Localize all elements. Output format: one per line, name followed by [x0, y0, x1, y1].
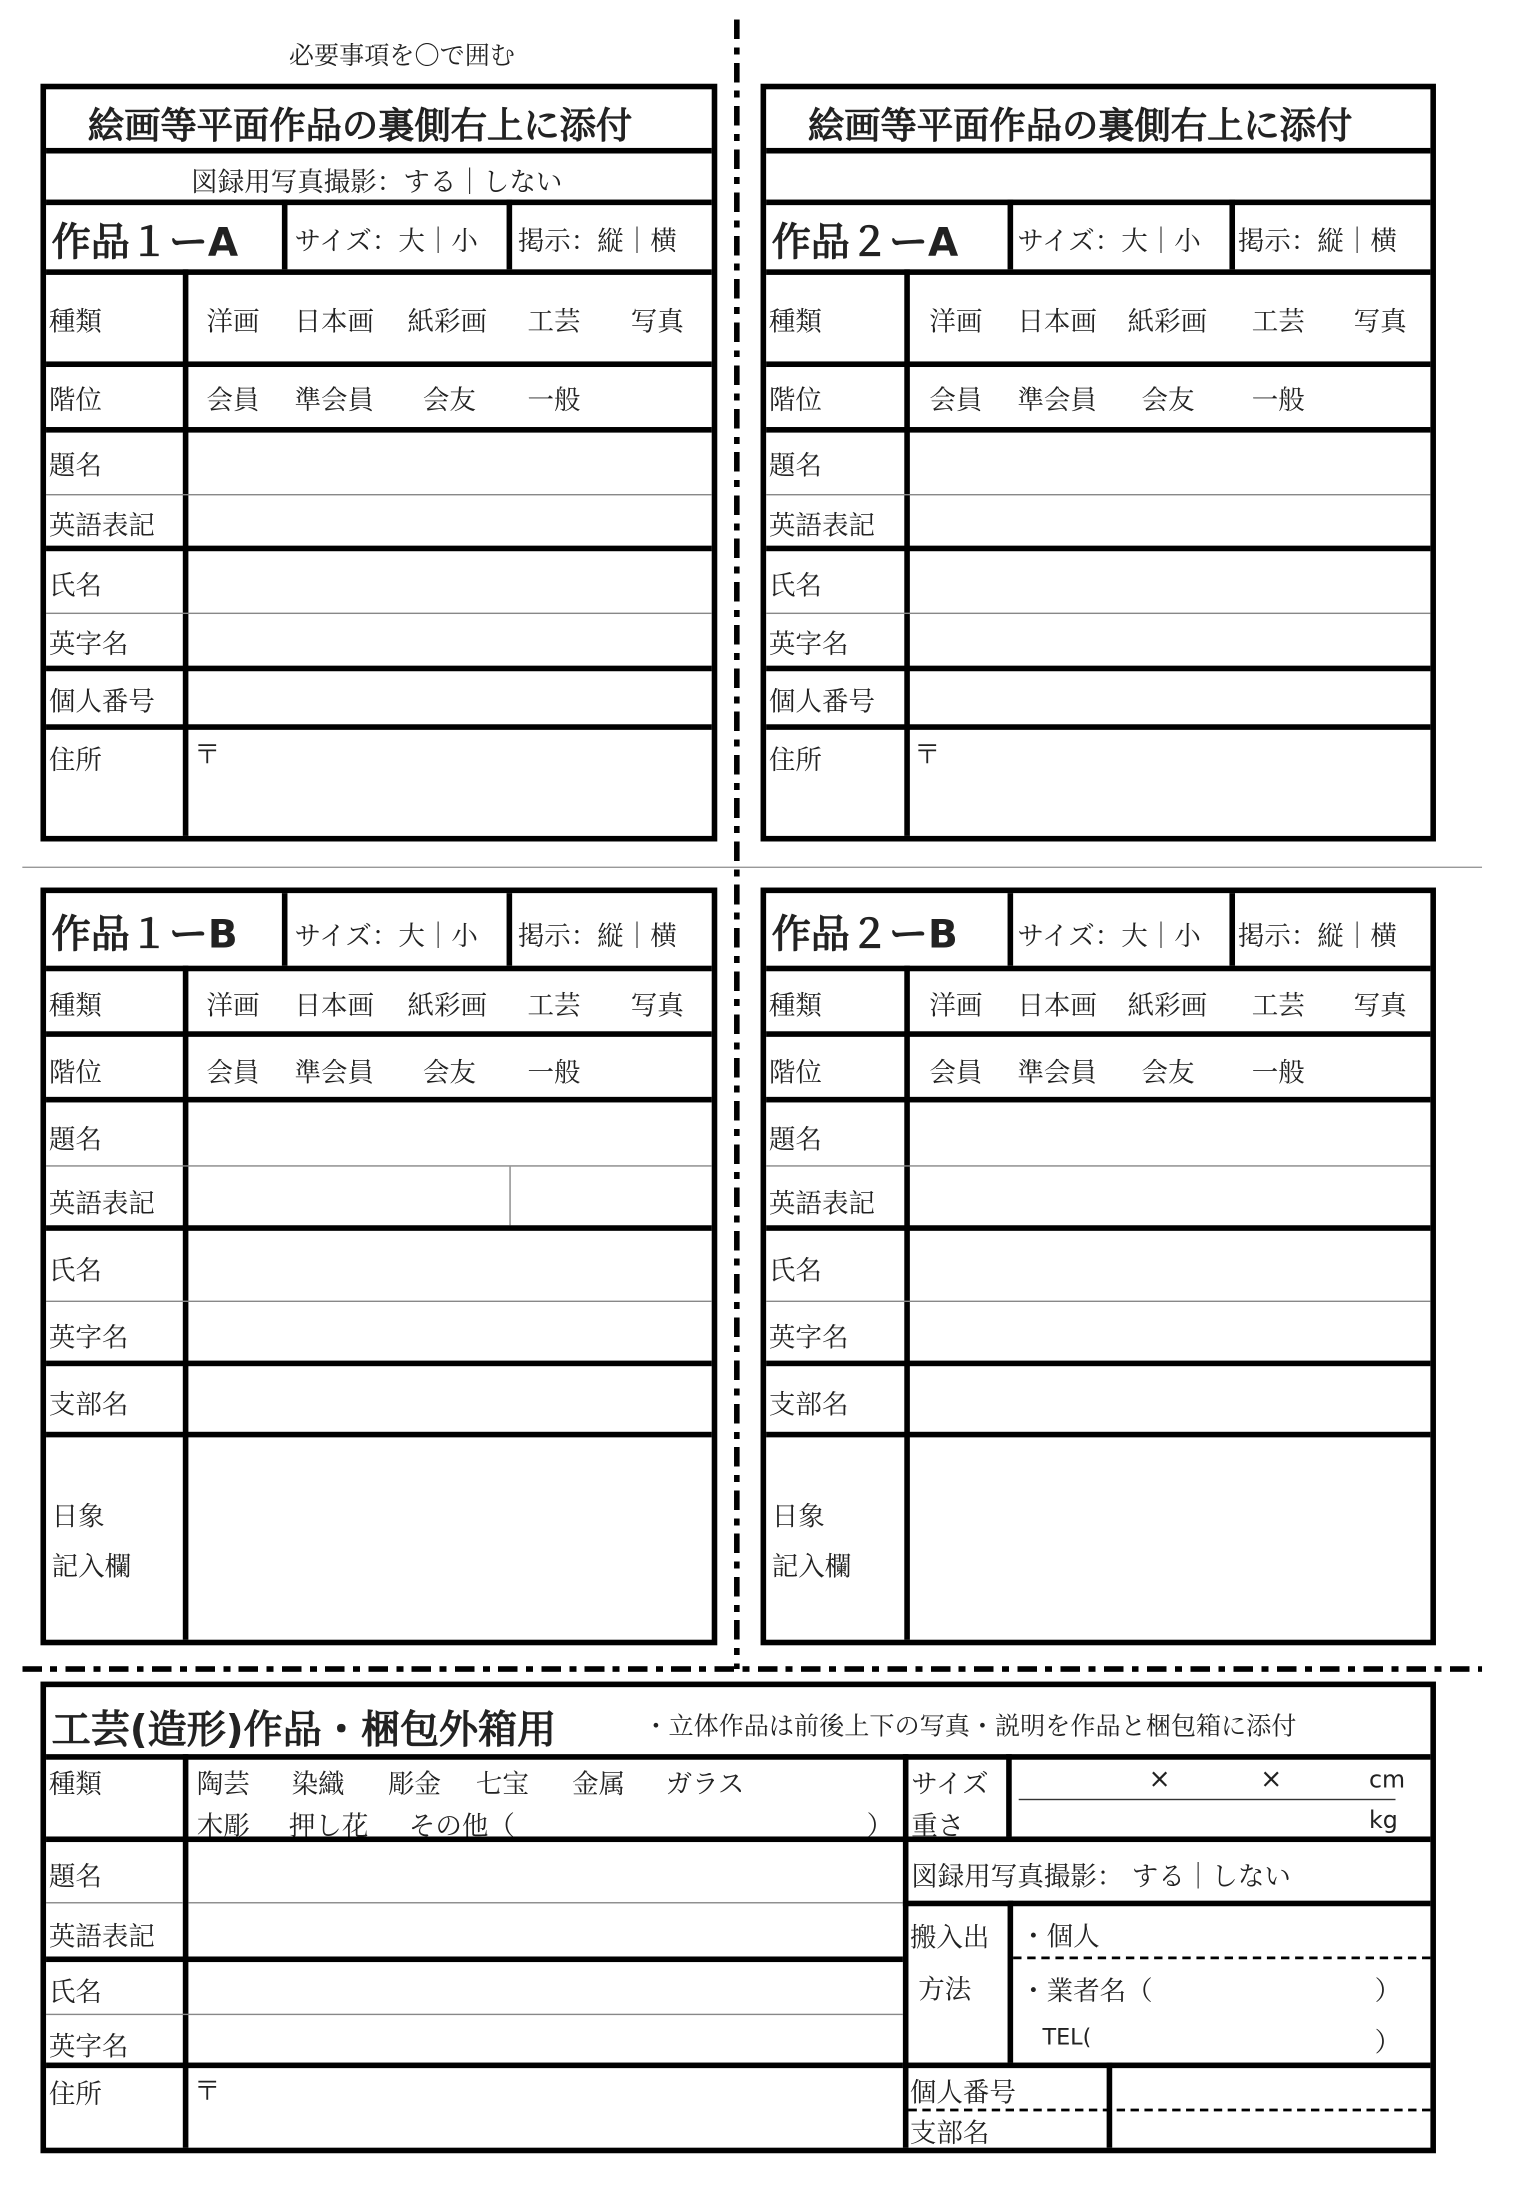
- kind-option[interactable]: 工芸: [1251, 307, 1305, 338]
- branch-field[interactable]: [1112, 2111, 1430, 2147]
- instruction-text: 必要事項を〇で囲む: [288, 41, 515, 72]
- nissho-field[interactable]: [910, 1437, 1431, 1639]
- card-1b: [40, 888, 717, 1646]
- rank-label: 階位: [768, 1057, 822, 1089]
- kind-option[interactable]: 紙彩画: [1127, 990, 1208, 1022]
- title-field[interactable]: [910, 433, 1431, 493]
- personal-no-label: 個人番号: [768, 686, 876, 718]
- title-field[interactable]: [188, 1102, 711, 1163]
- craft-title: 工芸(造形)作品・梱包外箱用: [51, 1706, 557, 1753]
- card-2b: [761, 888, 1436, 1646]
- rank-option[interactable]: 一般: [527, 385, 581, 416]
- kind-option[interactable]: 洋画: [206, 307, 260, 338]
- personal-no-label: 個人番号: [48, 686, 155, 718]
- address-label: 住所: [48, 745, 102, 776]
- kind-label: 種類: [768, 990, 822, 1022]
- craft-kind-option[interactable]: ガラス: [665, 1769, 745, 1801]
- craft-card: [40, 1682, 1436, 2154]
- kind-option[interactable]: 日本画: [294, 990, 375, 1022]
- name-field[interactable]: [910, 1231, 1431, 1299]
- rank-option[interactable]: 準会員: [294, 1057, 375, 1089]
- rank-option[interactable]: 会友: [422, 385, 476, 416]
- photo-option[interactable]: 図録用写真撮影：する｜しない: [191, 167, 563, 199]
- size-option[interactable]: サイズ：大｜小: [294, 921, 478, 952]
- branch-label: 支部名: [909, 2118, 990, 2150]
- kind-option[interactable]: 洋画: [929, 307, 983, 338]
- kg-unit: kg: [1368, 1807, 1398, 1836]
- english-field[interactable]: [188, 1167, 509, 1226]
- transport-personal-option[interactable]: ・個人: [1020, 1921, 1100, 1953]
- card-1a: [40, 84, 717, 842]
- craft-kind-option[interactable]: 陶芸: [196, 1769, 250, 1801]
- company-name-field[interactable]: [1162, 1966, 1371, 2005]
- roman-name-field[interactable]: [188, 2015, 902, 2062]
- english-field[interactable]: [910, 1167, 1431, 1226]
- size-option[interactable]: サイズ：大｜小: [294, 226, 478, 257]
- weight-field[interactable]: [1183, 1802, 1369, 1840]
- english-label: 英語表記: [768, 510, 876, 542]
- display-option[interactable]: 掲示：縦｜横: [1237, 921, 1397, 952]
- rank-option[interactable]: 会友: [1141, 1057, 1195, 1089]
- kind-option[interactable]: 写真: [1353, 307, 1407, 338]
- kind-option[interactable]: 日本画: [1017, 990, 1097, 1022]
- rank-option[interactable]: 会友: [1141, 385, 1195, 416]
- roman-name-field[interactable]: [910, 1302, 1431, 1361]
- tel-label: TEL(: [1042, 2023, 1092, 2050]
- times-sign: ×: [1148, 1763, 1171, 1795]
- kind-label: 種類: [48, 990, 102, 1022]
- craft-kind-option[interactable]: 押し花: [288, 1811, 369, 1843]
- postal-mark: 〒: [193, 2076, 221, 2108]
- rank-option[interactable]: 一般: [527, 1057, 581, 1089]
- craft-kind-option[interactable]: 彫金: [387, 1769, 441, 1801]
- kind-option[interactable]: 紙彩画: [407, 307, 488, 338]
- nissho-label-2: 記入欄: [771, 1551, 852, 1583]
- title-field[interactable]: [188, 1842, 902, 1901]
- rank-option[interactable]: 準会員: [1017, 385, 1097, 416]
- english-label: 英語表記: [768, 1188, 876, 1220]
- english-field[interactable]: [910, 495, 1431, 544]
- kind-option[interactable]: 洋画: [929, 990, 983, 1022]
- title-field[interactable]: [188, 433, 711, 493]
- nissho-label-1: 日象: [771, 1501, 825, 1533]
- kind-option[interactable]: 写真: [1353, 990, 1407, 1022]
- personal-no-label: 個人番号: [909, 2077, 1016, 2109]
- name-label: 氏名: [48, 1255, 102, 1287]
- nissho-label-2: 記入欄: [51, 1551, 132, 1583]
- roman-name-label: 英字名: [48, 1322, 129, 1354]
- kind-option[interactable]: 工芸: [527, 990, 581, 1022]
- card-header: 絵画等平面作品の裏側右上に添付: [807, 106, 1353, 148]
- rank-option[interactable]: 会員: [929, 1057, 983, 1089]
- craft-note: ・立体作品は前後上下の写真・説明を作品と梱包箱に添付: [643, 1712, 1297, 1742]
- roman-name-label: 英字名: [768, 629, 849, 661]
- display-option[interactable]: 掲示：縦｜横: [517, 226, 677, 257]
- name-label: 氏名: [48, 1977, 102, 2009]
- kind-option[interactable]: 工芸: [1251, 990, 1305, 1022]
- address-field[interactable]: [910, 730, 1431, 836]
- paren-close: ）: [1374, 1976, 1402, 2007]
- name-field[interactable]: [910, 551, 1431, 611]
- rank-label: 階位: [48, 1057, 102, 1089]
- kind-option[interactable]: 日本画: [1017, 307, 1097, 338]
- size-label: サイズ: [911, 1769, 989, 1801]
- card-2a: [761, 84, 1436, 842]
- vertical-cut-line: [734, 20, 740, 1669]
- kind-option[interactable]: 写真: [630, 307, 684, 338]
- rank-option[interactable]: 会員: [929, 385, 983, 416]
- card-id: 作品２ーA: [771, 219, 959, 266]
- paren-close: ）: [1374, 2027, 1402, 2059]
- english-field[interactable]: [188, 1903, 902, 1956]
- kind-label: 種類: [768, 307, 822, 338]
- roman-name-label: 英字名: [48, 629, 129, 661]
- size-field[interactable]: [1019, 1763, 1396, 1801]
- kind-label: 種類: [48, 1769, 102, 1801]
- address-label: 住所: [768, 745, 822, 776]
- postal-mark: 〒: [914, 739, 941, 771]
- address-field[interactable]: [188, 2068, 902, 2148]
- size-option[interactable]: サイズ：大｜小: [1017, 921, 1201, 952]
- cm-unit: cm: [1368, 1766, 1406, 1795]
- kind-label: 種類: [48, 307, 102, 338]
- photo-option-blank: [766, 154, 1430, 200]
- branch-field[interactable]: [188, 1366, 711, 1432]
- rank-option[interactable]: 会員: [206, 1057, 260, 1089]
- kind-option[interactable]: 洋画: [206, 990, 260, 1022]
- roman-name-label: 英字名: [48, 2031, 129, 2063]
- nissho-label-1: 日象: [51, 1501, 105, 1533]
- kind-option[interactable]: 写真: [630, 990, 684, 1022]
- rank-option[interactable]: 一般: [1251, 385, 1305, 416]
- title-label: 題名: [768, 1124, 822, 1156]
- name-label: 氏名: [768, 570, 822, 602]
- title-label: 題名: [768, 450, 822, 482]
- nissho-field[interactable]: [188, 1437, 711, 1639]
- rank-option[interactable]: 準会員: [294, 385, 375, 416]
- transport-company-option[interactable]: ・業者名（: [1020, 1976, 1153, 2007]
- craft-kind-option[interactable]: その他（: [408, 1811, 515, 1843]
- rank-option[interactable]: 一般: [1251, 1057, 1305, 1089]
- english-label: 英語表記: [48, 510, 155, 542]
- craft-kind-option[interactable]: 金属: [572, 1769, 626, 1801]
- personal-no-field[interactable]: [1112, 2068, 1430, 2108]
- address-label: 住所: [48, 2079, 102, 2110]
- transport-label-1: 搬入出: [909, 1922, 990, 1954]
- rank-label: 階位: [768, 385, 822, 416]
- roman-name-field[interactable]: [188, 1302, 711, 1361]
- branch-label: 支部名: [768, 1389, 849, 1421]
- horizontal-divider: [22, 867, 1482, 868]
- kind-option[interactable]: 工芸: [527, 307, 581, 338]
- name-field[interactable]: [188, 1231, 711, 1299]
- kind-option[interactable]: 日本画: [294, 307, 375, 338]
- branch-label: 支部名: [48, 1389, 129, 1421]
- rank-label: 階位: [48, 385, 102, 416]
- name-label: 氏名: [768, 1255, 822, 1287]
- size-option[interactable]: サイズ：大｜小: [1017, 226, 1201, 257]
- card-id: 作品１ーB: [51, 911, 238, 958]
- transport-label-2: 方法: [918, 1974, 972, 2006]
- english-label: 英語表記: [48, 1188, 155, 1220]
- personal-no-field[interactable]: [188, 671, 711, 724]
- address-field[interactable]: [188, 730, 711, 836]
- title-field[interactable]: [910, 1102, 1431, 1163]
- craft-kind-option[interactable]: 染織: [291, 1769, 345, 1801]
- roman-name-label: 英字名: [768, 1322, 849, 1354]
- close-paren: ）: [866, 1811, 894, 1843]
- rank-option[interactable]: 会員: [206, 385, 260, 416]
- kind-option[interactable]: 紙彩画: [1127, 307, 1208, 338]
- rank-option[interactable]: 準会員: [1017, 1057, 1097, 1089]
- english-field[interactable]: [188, 495, 711, 544]
- card-header: 絵画等平面作品の裏側右上に添付: [87, 106, 633, 148]
- card-id: 作品１ーA: [51, 219, 239, 266]
- roman-name-field[interactable]: [910, 614, 1431, 664]
- craft-kind-option[interactable]: 木彫: [196, 1811, 250, 1843]
- kind-option[interactable]: 紙彩画: [407, 990, 488, 1022]
- craft-kind-option[interactable]: 七宝: [475, 1769, 529, 1801]
- times-sign: ×: [1260, 1763, 1283, 1795]
- postal-mark: 〒: [193, 739, 221, 771]
- english-field-2[interactable]: [511, 1167, 712, 1226]
- other-kind-field[interactable]: [541, 1804, 862, 1840]
- english-label: 英語表記: [48, 1921, 155, 1953]
- title-label: 題名: [48, 1124, 102, 1156]
- name-field[interactable]: [188, 1962, 902, 2014]
- horizontal-cut-line: [22, 1666, 1482, 1672]
- rank-option[interactable]: 会友: [422, 1057, 476, 1089]
- display-option[interactable]: 掲示：縦｜横: [1237, 226, 1397, 257]
- display-option[interactable]: 掲示：縦｜横: [517, 921, 677, 952]
- branch-field[interactable]: [910, 1366, 1431, 1432]
- name-field[interactable]: [188, 551, 711, 611]
- weight-label: 重さ: [911, 1811, 965, 1843]
- tel-field[interactable]: [1086, 2016, 1365, 2055]
- title-label: 題名: [48, 1861, 102, 1893]
- card-id: 作品２ーB: [771, 911, 958, 958]
- roman-name-field[interactable]: [188, 614, 711, 664]
- name-label: 氏名: [48, 570, 102, 602]
- title-label: 題名: [48, 450, 102, 482]
- photo-option[interactable]: 図録用写真撮影： する｜しない: [911, 1861, 1291, 1893]
- personal-no-field[interactable]: [910, 671, 1431, 724]
